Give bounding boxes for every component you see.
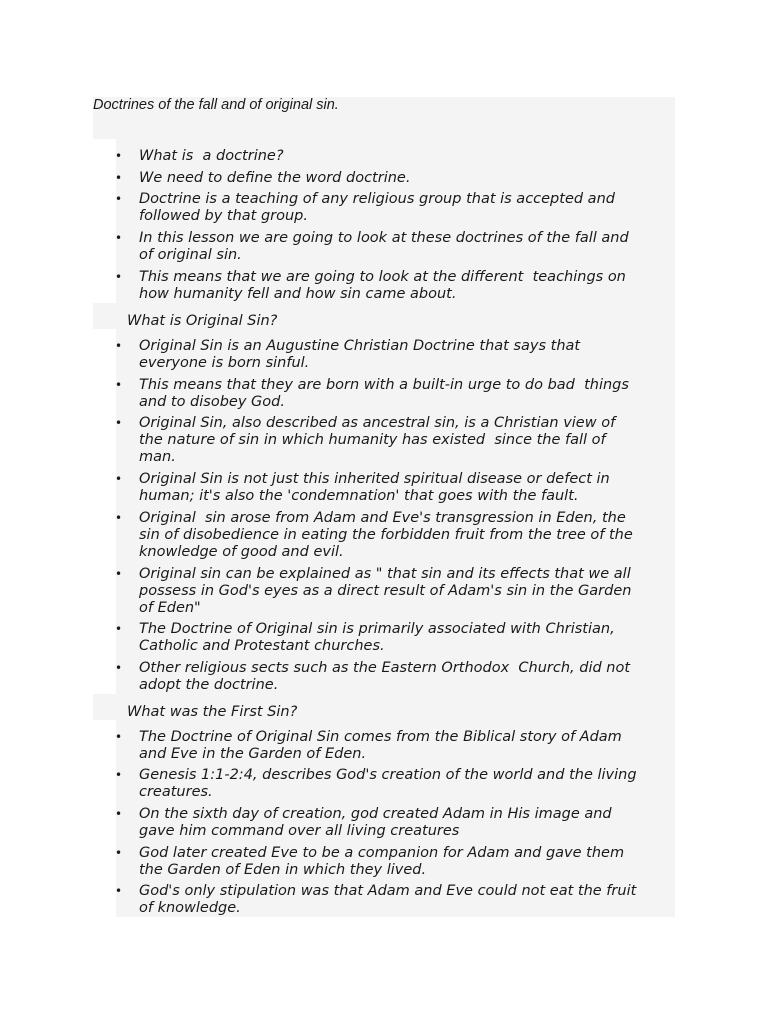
list-item: Genesis 1:1-2:4, describes God's creation of the world and the living creatures. xyxy=(139,767,637,800)
list-item: Original Sin is an Augustine Christian Doctrine that says that everyone is born sinful. xyxy=(139,338,581,371)
list-item: We need to define the word doctrine. xyxy=(139,170,411,186)
list-item: Original sin can be explained as " that sin and its effects that we all possess in God's eyes as a direct result of Adam's sin in the Garden of Eden" xyxy=(139,566,632,616)
bullet-icon xyxy=(115,191,121,197)
list-item: This means that they are born with a built-in urge to do bad things and to disobey God. xyxy=(139,377,629,410)
list-item: God later created Eve to be a companion for Adam and gave them the Garden of Eden in which they lived. xyxy=(139,845,625,878)
list-item: God's only stipulation was that Adam and Eve could not eat the fruit of knowledge. xyxy=(139,883,637,916)
list-item: What is a doctrine? xyxy=(139,148,284,164)
list-item: The Doctrine of Original Sin comes from the Biblical story of Adam and Eve in the Garden of Eden. xyxy=(139,729,622,762)
list-item: Other religious sects such as the Eastern Orthodox Church, did not adopt the doctrine. xyxy=(139,660,631,693)
bullet-icon xyxy=(115,729,121,735)
list-item: This means that we are going to look at the different teachings on how humanity fell and how sin came about. xyxy=(139,269,626,302)
bullet-icon xyxy=(115,845,121,851)
list-item: Doctrine is a teaching of any religious group that is accepted and followed by that group. xyxy=(139,191,615,224)
bullet-icon xyxy=(115,415,121,421)
bullet-icon xyxy=(115,621,121,627)
list-item: Original Sin is not just this inherited spiritual disease or defect in human; it's also the 'condemnation' that goes with the fault. xyxy=(139,471,610,504)
bullet-icon xyxy=(115,883,121,889)
bullet-icon xyxy=(115,767,121,773)
bullet-icon xyxy=(115,230,121,236)
list-item: In this lesson we are going to look at these doctrines of the fall and of original sin. xyxy=(139,230,629,263)
bullet-icon xyxy=(115,566,121,572)
bullet-icon xyxy=(115,471,121,477)
list-item: Original Sin, also described as ancestral sin, is a Christian view of the nature of sin in which humanity has existed since the fall of man. xyxy=(139,415,616,465)
bullet-icon xyxy=(115,806,121,812)
list-item: On the sixth day of creation, god created Adam in His image and gave him command over all living creatures xyxy=(139,806,612,839)
title-block xyxy=(93,97,675,139)
bullet-icon xyxy=(115,510,121,516)
section2-heading: What is Original Sin? xyxy=(127,313,278,329)
list-item: The Doctrine of Original sin is primarily associated with Christian, Catholic and Protestant churches. xyxy=(139,621,615,654)
bullet-icon xyxy=(115,660,121,666)
bullet-icon xyxy=(115,377,121,383)
bullet-icon xyxy=(115,170,121,176)
bullet-icon xyxy=(115,148,121,154)
bullet-icon xyxy=(115,338,121,344)
bullet-icon xyxy=(115,269,121,275)
document-title: Doctrines of the fall and of original sin. xyxy=(93,97,339,113)
list-item: Original sin arose from Adam and Eve's transgression in Eden, the sin of disobedience in eating the forbidden fruit from the tree of the knowledge of good and evil. xyxy=(139,510,633,560)
section3-heading: What was the First Sin? xyxy=(127,704,298,720)
